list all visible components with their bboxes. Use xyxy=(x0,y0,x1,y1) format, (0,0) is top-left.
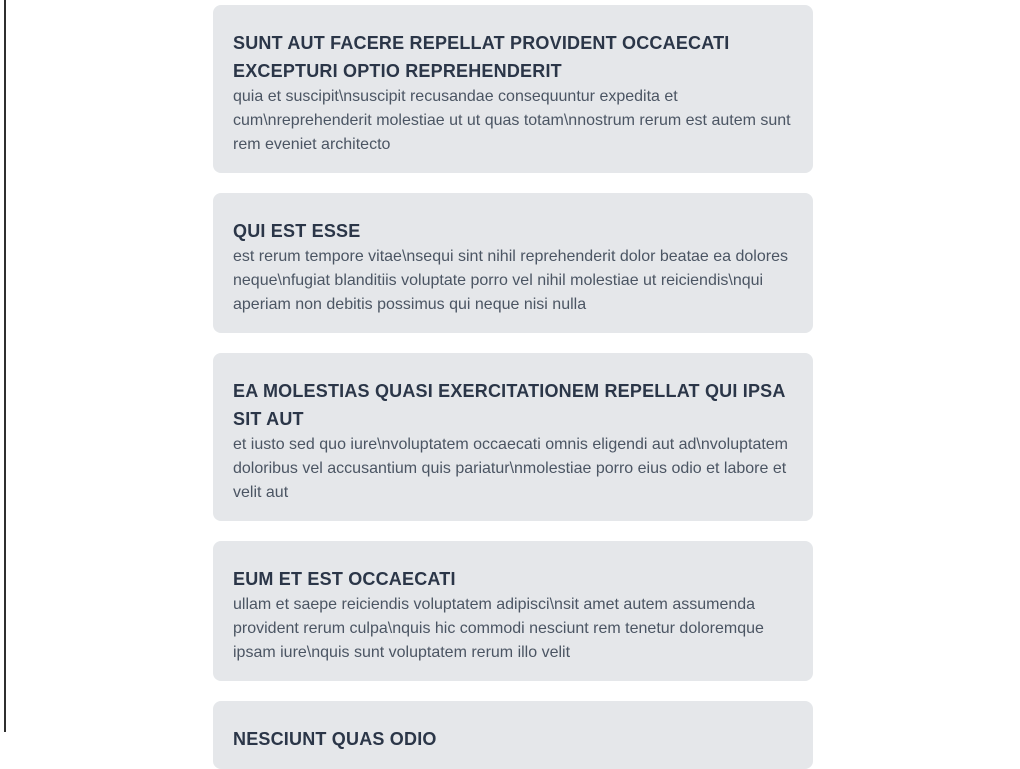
post-card[interactable] xyxy=(213,541,813,681)
post-title: QUI EST ESSE xyxy=(233,221,361,241)
post-body: quia et suscipit\nsuscipit recusandae consequuntur expedita et cum\nreprehenderit molestiae ut ut quas totam\nnostrum rerum est autem sunt rem eveniet architecto xyxy=(233,88,791,153)
post-card[interactable] xyxy=(213,193,813,333)
post-card[interactable] xyxy=(213,353,813,521)
post-title: NESCIUNT QUAS ODIO xyxy=(233,729,437,749)
post-body: ullam et saepe reiciendis voluptatem adipisci\nsit amet autem assumenda provident rerum culpa\nquis hic commodi nesciunt rem tenetur doloremque ipsam iure\nquis sunt voluptatem rerum illo velit xyxy=(233,596,764,661)
post-title: SUNT AUT FACERE REPELLAT PROVIDENT OCCAECATI EXCEPTURI OPTIO REPREHENDERIT xyxy=(233,33,730,81)
post-title: EA MOLESTIAS QUASI EXERCITATIONEM REPELLAT QUI IPSA SIT AUT xyxy=(233,381,785,429)
content-area xyxy=(6,0,1020,749)
post-card[interactable] xyxy=(213,701,813,769)
post-list xyxy=(213,0,813,769)
post-title: EUM ET EST OCCAECATI xyxy=(233,569,456,589)
post-body: est rerum tempore vitae\nsequi sint nihil reprehenderit dolor beatae ea dolores neque\nfugiat blanditiis voluptate porro vel nihil molestiae ut reiciendis\nqui aperiam non debitis possimus qui neque nisi nulla xyxy=(233,248,788,313)
post-body: et iusto sed quo iure\nvoluptatem occaecati omnis eligendi aut ad\nvoluptatem doloribus vel accusantium quis pariatur\nmolestiae porro eius odio et labore et velit aut xyxy=(233,436,789,501)
post-card[interactable] xyxy=(213,5,813,173)
